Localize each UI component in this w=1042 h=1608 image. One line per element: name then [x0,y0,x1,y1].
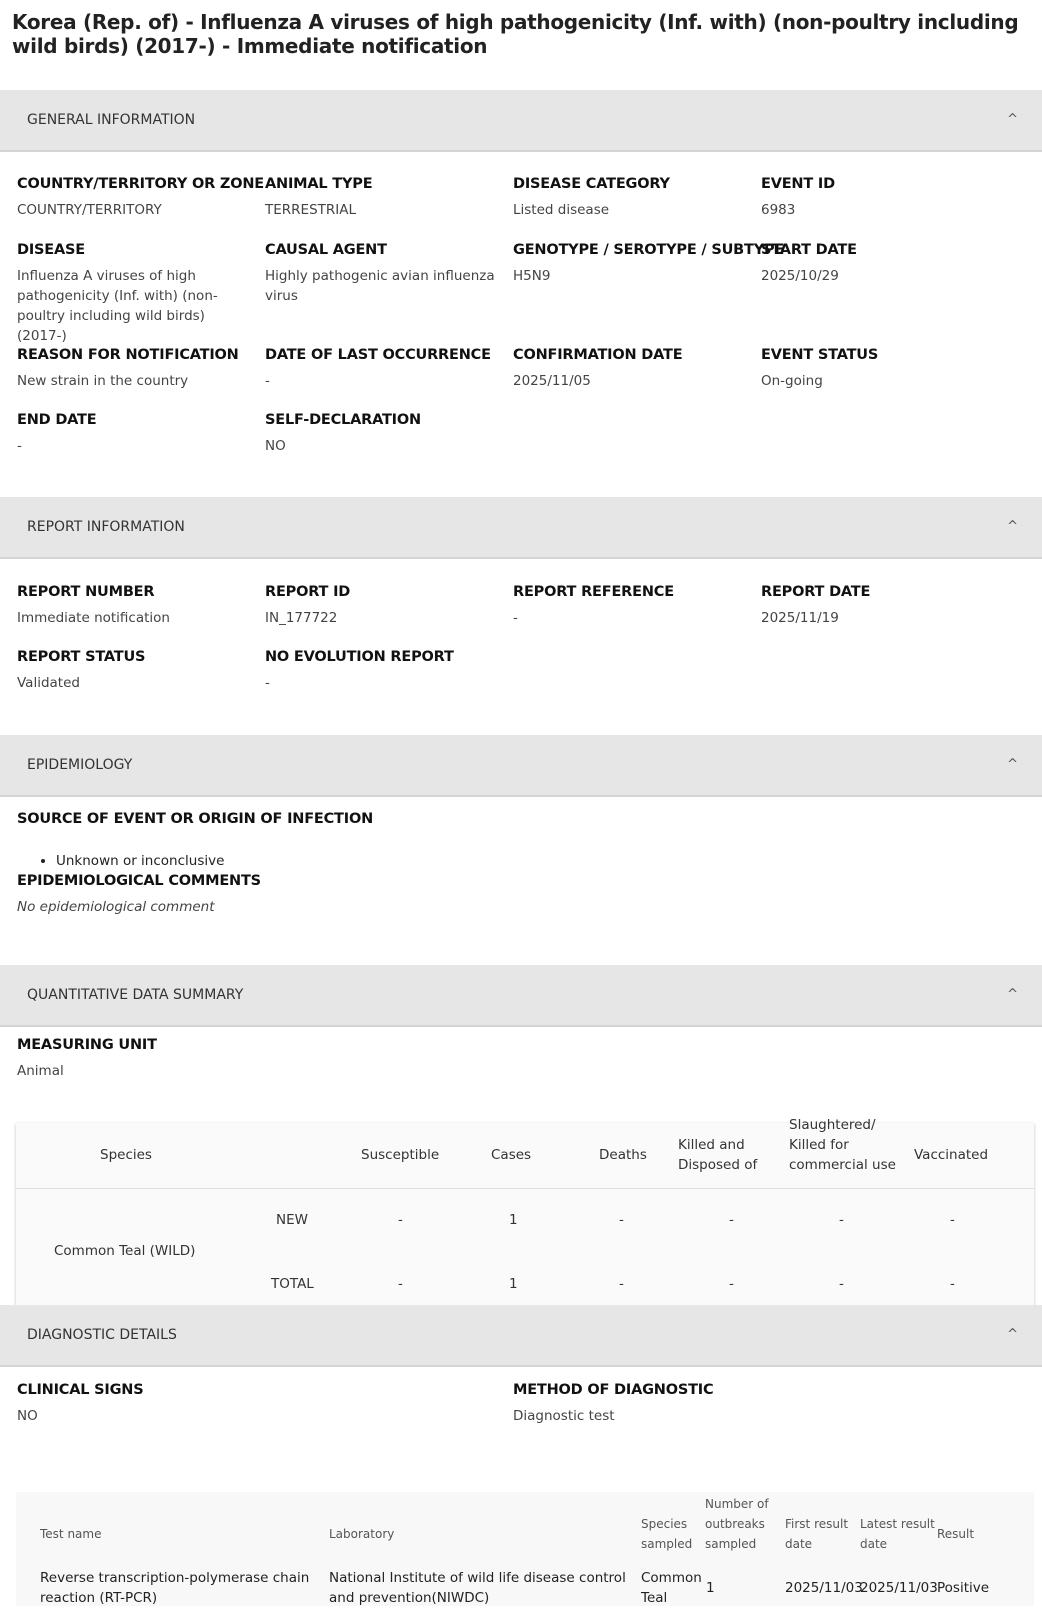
column-header: Latest result date [860,1517,935,1551]
field-label: METHOD OF DIAGNOSTIC [513,1382,714,1398]
section-epidemiology[interactable] [0,735,1042,797]
field-value: TERRESTRIAL [265,202,356,218]
table-cell: 2025/11/03 [785,1580,863,1596]
column-header: Number of outbreaks sampled [705,1497,769,1551]
field-event-id [761,174,1006,220]
species-cell: Common Teal (WILD) [54,1243,196,1259]
field-value: New strain in the country [17,373,189,389]
table-cell: 1 [706,1580,715,1596]
section-label: GENERAL INFORMATION [27,112,196,128]
field-value: COUNTRY/TERRITORY [17,202,162,218]
table-cell: - [950,1276,955,1292]
table-cell: - [729,1212,734,1228]
field-value: Immediate notification [17,610,170,626]
field-label: REPORT ID [265,584,351,600]
field-value: - [265,675,270,691]
field-label: DISEASE CATEGORY [513,176,670,192]
field-label: REPORT REFERENCE [513,584,674,600]
field-genotype [513,240,785,286]
field-value: 2025/10/29 [761,268,839,284]
field-start-date [761,240,1006,286]
field-epidemiological-comments [17,871,617,917]
column-header: Species [100,1147,152,1163]
field-measuring-unit [17,1035,262,1081]
column-header: Species sampled [641,1517,693,1551]
field-label: REPORT STATUS [17,649,146,665]
table-cell: Positive [937,1580,990,1596]
field-label: EVENT STATUS [761,347,879,363]
column-header [789,1117,899,1173]
field-label: DATE OF LAST OCCURRENCE [265,347,491,363]
table-cell: 1 [509,1276,518,1292]
field-value: 2025/11/19 [761,610,839,626]
field-label: DISEASE [17,242,85,258]
chevron-up-icon[interactable]: ^ [1007,987,1018,1002]
field-report-date [761,582,1006,628]
field-method-of-diagnostic [513,1380,758,1426]
field-animal-type [265,174,510,220]
table-cell: - [619,1212,624,1228]
section-quantitative-data-summary[interactable] [0,965,1042,1027]
chevron-up-icon[interactable]: ^ [1007,1327,1018,1342]
column-header: Cases [491,1147,532,1163]
column-header-text: Slaughtered/ Killed for commercial use [789,1117,896,1173]
field-value: 2025/11/05 [513,373,591,389]
field-clinical-signs [17,1380,262,1426]
field-label: EPIDEMIOLOGICAL COMMENTS [17,873,261,889]
field-self-declaration [265,410,510,456]
section-general-information[interactable] [0,90,1042,152]
field-label: REASON FOR NOTIFICATION [17,347,239,363]
field-event-status [761,345,1006,391]
field-label: CAUSAL AGENT [265,242,387,258]
field-value: IN_177722 [265,610,338,626]
list-item: • Unknown or inconclusive [56,853,224,869]
field-value: Animal [17,1063,64,1079]
field-value: Listed disease [513,202,610,218]
column-header: First result date [785,1517,849,1551]
field-end-date [17,410,262,456]
table-cell: 1 [509,1212,518,1228]
field-label: COUNTRY/TERRITORY OR ZONE [17,176,265,192]
field-source-of-event [17,809,617,829]
field-label: END DATE [17,412,97,428]
column-header: Killed and Disposed of [678,1137,758,1173]
section-label: REPORT INFORMATION [27,519,185,535]
field-label: CLINICAL SIGNS [17,1382,144,1398]
column-header: Laboratory [329,1527,395,1541]
column-header: Test name [40,1527,102,1541]
table-cell: - [619,1276,624,1292]
field-disease [17,240,257,346]
field-value: Diagnostic test [513,1408,615,1424]
field-label: REPORT NUMBER [17,584,155,600]
section-label: DIAGNOSTIC DETAILS [27,1327,177,1343]
field-value: - [17,438,22,454]
field-label: ANIMAL TYPE [265,176,373,192]
field-causal-agent [265,240,501,306]
field-value: H5N9 [513,268,551,284]
table-cell: - [398,1212,403,1228]
field-value: NO [265,438,286,454]
field-label: NO EVOLUTION REPORT [265,649,454,665]
table-cell: - [839,1276,844,1292]
field-report-number [17,582,262,628]
field-value: - [265,373,270,389]
section-report-information[interactable] [0,497,1042,559]
field-label: GENOTYPE / SEROTYPE / SUBTYPE [513,242,785,258]
section-label: QUANTITATIVE DATA SUMMARY [27,987,244,1003]
table-cell: 2025/11/03 [860,1580,938,1596]
chevron-up-icon[interactable]: ^ [1007,757,1018,772]
section-label: EPIDEMIOLOGY [27,757,133,773]
field-value: Influenza A viruses of high pathogenicity (Inf. with) (non-poultry including wild birds) (2017-) [17,268,218,344]
field-label: CONFIRMATION DATE [513,347,683,363]
field-value: 6983 [761,202,796,218]
diagnostic-table [16,1492,1034,1606]
field-label: SELF-DECLARATION [265,412,421,428]
field-label: SOURCE OF EVENT OR ORIGIN OF INFECTION [17,811,374,827]
field-label: EVENT ID [761,176,835,192]
divider [16,1188,1034,1189]
row-label-new: NEW [276,1212,308,1228]
field-report-id [265,582,510,628]
field-country [17,174,265,220]
field-value: NO [17,1408,38,1424]
chevron-up-icon[interactable]: ^ [1007,112,1018,127]
field-report-status [17,647,262,693]
field-value: On-going [761,373,823,389]
column-header: Result [937,1527,975,1541]
field-last-occurrence [265,345,510,391]
page-title: Korea (Rep. of) - Influenza A viruses of high pathogenicity (Inf. with) (non-poultry including wild birds) (2017-) - Immediate notification [12,10,1019,58]
table-cell: Reverse transcription-polymerase chain reaction (RT-PCR) [40,1570,310,1606]
row-label-total: TOTAL [271,1276,314,1292]
field-value: No epidemiological comment [17,899,215,915]
table-cell: - [839,1212,844,1228]
table-cell: - [398,1276,403,1292]
table-cell: National Institute of wild life disease control and prevention(NIWDC) [329,1570,626,1606]
field-disease-category [513,174,758,220]
field-reason [17,345,262,391]
column-header: Susceptible [361,1147,440,1163]
table-cell: - [950,1212,955,1228]
field-report-reference [513,582,758,628]
table-cell: - [729,1276,734,1292]
field-value: Validated [17,675,80,691]
table-cell: Common Teal [641,1570,702,1606]
field-value: Highly pathogenic avian influenza virus [265,268,495,304]
chevron-up-icon[interactable]: ^ [1007,519,1018,534]
quantitative-table [16,1117,1034,1321]
field-no-evolution-report [265,647,510,693]
field-label: MEASURING UNIT [17,1037,157,1053]
field-value: - [513,610,518,626]
column-header: Deaths [599,1147,647,1163]
section-diagnostic-details[interactable] [0,1305,1042,1367]
field-confirmation-date [513,345,758,391]
field-label: START DATE [761,242,857,258]
source-list [56,853,224,869]
field-label: REPORT DATE [761,584,871,600]
column-header: Vaccinated [914,1147,989,1163]
